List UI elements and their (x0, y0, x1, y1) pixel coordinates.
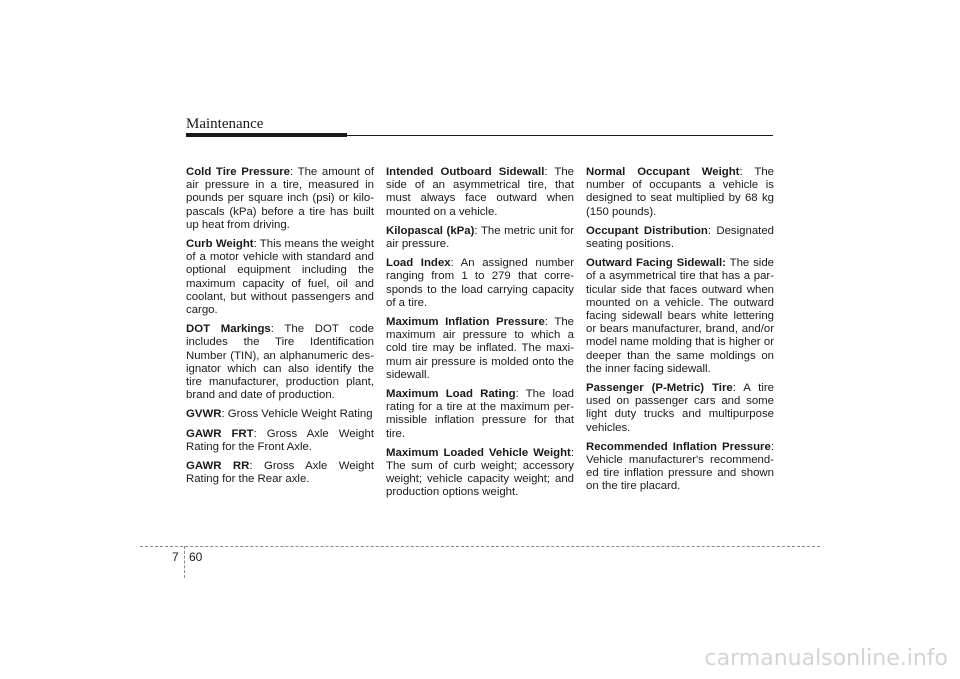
definition-term: Maximum Load Rating (386, 388, 516, 401)
definition-text: : Gross Vehicle Weight Rating (221, 408, 373, 421)
definition-entry (386, 257, 574, 310)
definition-entry (186, 323, 374, 402)
definition-text: : An assigned number ranging from 1 to 279 that corre-sponds to the load carrying capacity of a tire. (386, 257, 574, 309)
definition-entry (386, 316, 574, 382)
definition-term: GAWR FRT (186, 427, 254, 440)
definition-text: : The sum of curb weight; accessory weight; vehicle capacity weight; and production options weight. (386, 446, 574, 499)
definition-entry (186, 166, 374, 232)
definition-entry (386, 225, 574, 251)
definition-text: : The amount of air pressure in a tire, measured in pounds per square inch (psi) or kilo-pascals (kPa) before a tire has built up heat from driving. (186, 166, 374, 231)
definition-entry (386, 447, 574, 500)
definition-term: Cold Tire Pressure (186, 166, 291, 178)
definition-term: Intended Outboard Sidewall (386, 166, 545, 178)
definition-entry (186, 428, 374, 454)
footer-divider (184, 546, 185, 578)
definition-term: GAWR RR (186, 460, 250, 473)
definition-text: : A tire used on passenger cars and some light duty trucks and multipurpose vehicles. (586, 382, 774, 434)
definition-text: : The metric unit for air pressure. (386, 224, 574, 251)
section-title: Maintenance (186, 116, 264, 132)
definition-text: : The maximum air pressure to which a cold tire may be inflated. The maxi-mum air pressure is molded onto the sidewall. (386, 316, 574, 381)
definition-term: DOT Markings (186, 323, 271, 336)
definition-entry (186, 238, 374, 317)
definition-term: Normal Occupant Weight (586, 166, 740, 178)
definition-text: : The load rating for a tire at the maximum per-missible inflation pressure for that tire. (386, 388, 574, 440)
definition-term: Curb Weight (186, 238, 254, 251)
page-number: 60 (189, 550, 203, 564)
column-2 (386, 166, 574, 506)
definition-text: : Designated seating positions. (586, 224, 774, 251)
column-3 (586, 166, 774, 500)
footer-rule (140, 546, 820, 547)
definition-term: GVWR (186, 408, 222, 421)
definition-entry (586, 257, 774, 376)
definition-entry (386, 166, 574, 219)
definition-text: : This means the weight of a motor vehicle with standard and optional equipment including the maximum capacity of fuel, oil and coolant, but without passengers and cargo. (186, 238, 374, 317)
definition-entry (586, 441, 774, 494)
definition-term: Kilopascal (kPa) (386, 224, 475, 237)
definition-term: Recommended Inflation Pressure (586, 440, 771, 453)
definition-term: Outward Facing Sidewall: (586, 257, 726, 270)
definition-text: : Vehicle manufacturer's recommend-ed tire inflation pressure and shown on the tire placard. (586, 440, 774, 493)
definition-term: Maximum Inflation Pressure (386, 316, 545, 329)
definition-term: Passenger (P-Metric) Tire (586, 382, 733, 395)
definition-text: : The side of an asymmetrical tire, that must always face outward when mounted on a vehicle. (386, 166, 574, 218)
definition-entry (186, 460, 374, 486)
header-rule-accent (186, 133, 347, 137)
chapter-number: 7 (172, 550, 179, 564)
definition-text: : Gross Axle Weight Rating for the Rear axle. (186, 460, 374, 486)
column-1 (186, 166, 374, 492)
definition-entry (586, 166, 774, 219)
definition-text: : Gross Axle Weight Rating for the Front Axle. (186, 427, 374, 453)
definition-entry (586, 225, 774, 251)
definition-term: Occupant Distribution (586, 224, 708, 237)
watermark: carmanualsonline.info (704, 646, 948, 671)
definition-text: The side of a asymmetrical tire that has a par-ticular side that faces outward when mounted on a vehicle. The outward facing sidewall bears white lettering or bears manufacturer, brand, and/or model name molding that is higher or deeper than the same moldings on the inner facing sidewall. (586, 257, 774, 375)
definition-term: Load Index (386, 257, 451, 270)
definition-term: Maximum Loaded Vehicle Weight (386, 446, 571, 459)
definition-text: : The number of occupants a vehicle is designed to seat multiplied by 68 kg (150 pounds). (586, 166, 774, 218)
definition-entry (386, 388, 574, 441)
definition-text: : The DOT code includes the Tire Identification Number (TIN), an alphanumeric des-ignator which can also identify the tire manufacturer, production plant, brand and date of production. (186, 323, 375, 402)
definition-entry (586, 382, 774, 435)
definition-entry (186, 408, 374, 421)
